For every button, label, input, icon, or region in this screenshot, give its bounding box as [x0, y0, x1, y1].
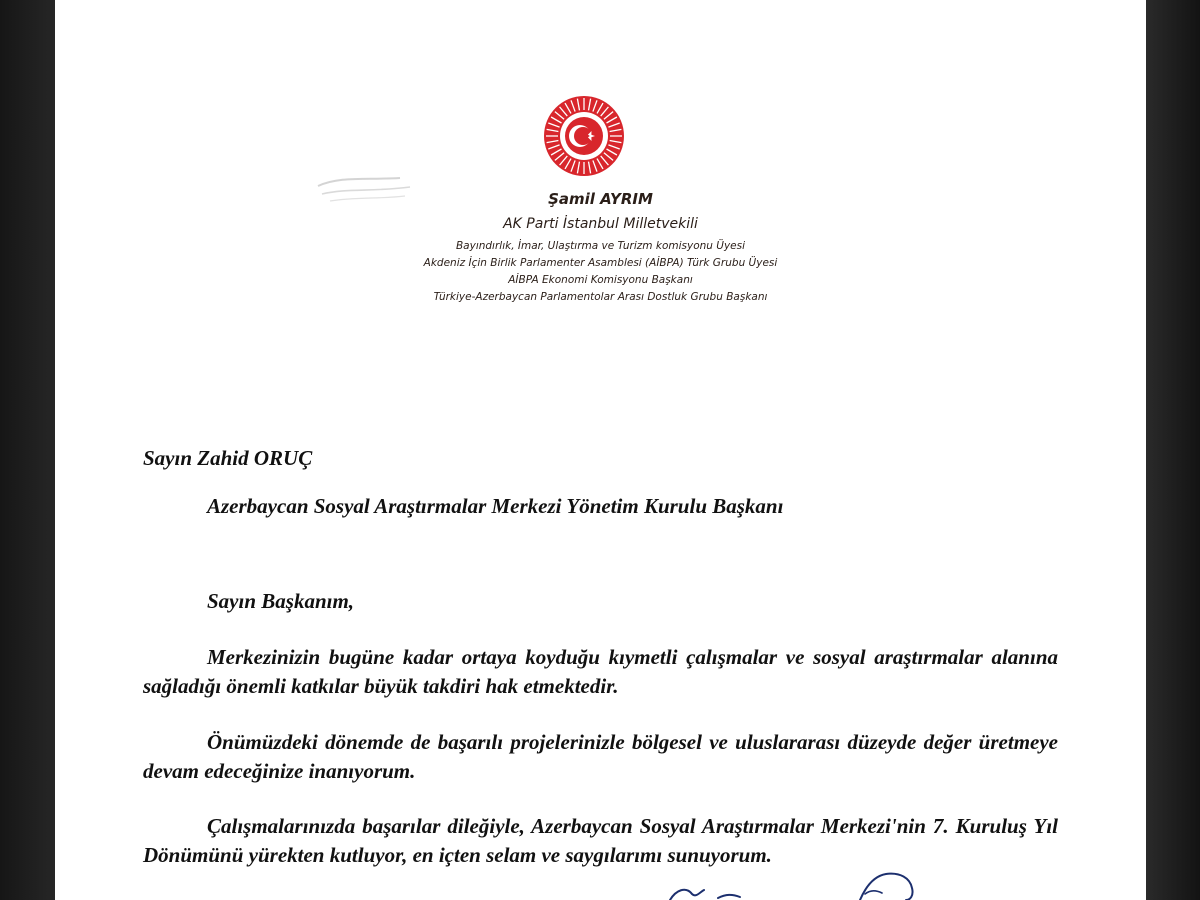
right-background-edge: [1146, 0, 1200, 900]
handwritten-signature: [660, 860, 940, 900]
tbmm-emblem-icon: [543, 95, 625, 177]
sender-title: AK Parti İstanbul Milletvekili: [503, 216, 698, 232]
left-background-edge: [0, 0, 55, 900]
salutation: Sayın Zahid ORUÇ: [143, 446, 313, 470]
sender-role-item: Türkiye-Azerbaycan Parlamentolar Arası Dostluk Grubu Başkanı: [433, 291, 768, 303]
sender-role-item: Bayındırlık, İmar, Ulaştırma ve Turizm komisyonu Üyesi: [455, 240, 746, 252]
sender-roles: [55, 238, 1146, 306]
sender-role-item: AİBPA Ekonomi Komisyonu Başkanı: [508, 274, 693, 286]
letter-page: [55, 0, 1146, 900]
body-paragraph: Önümüzdeki dönemde de başarılı projelerinizle bölgesel ve uluslararası düzeyde değer üretmeye devam edeceğinize inanıyorum.: [143, 730, 1058, 783]
body-paragraph: Çalışmalarınızda başarılar dileğiyle, Azerbaycan Sosyal Araştırmalar Merkezi'nin 7. Kuruluş Yıl Dönümünü yürekten kutluyor, en içten selam ve saygılarımı sunuyorum.: [143, 814, 1058, 867]
sender-name: Şamil AYRIM: [548, 190, 653, 208]
body-paragraph: Merkezinizin bugüne kadar ortaya koyduğu kıymetli çalışmalar ve sosyal araştırmalar alanına sağladığı önemli katkılar büyük takdiri hak etmektedir.: [143, 645, 1058, 698]
sender-role-item: Akdeniz İçin Birlik Parlamenter Asamblesi (AİBPA) Türk Grubu Üyesi: [423, 257, 778, 269]
recipient-title: Azerbaycan Sosyal Araştırmalar Merkezi Yönetim Kurulu Başkanı: [207, 494, 784, 518]
greeting: Sayın Başkanım,: [207, 589, 355, 613]
